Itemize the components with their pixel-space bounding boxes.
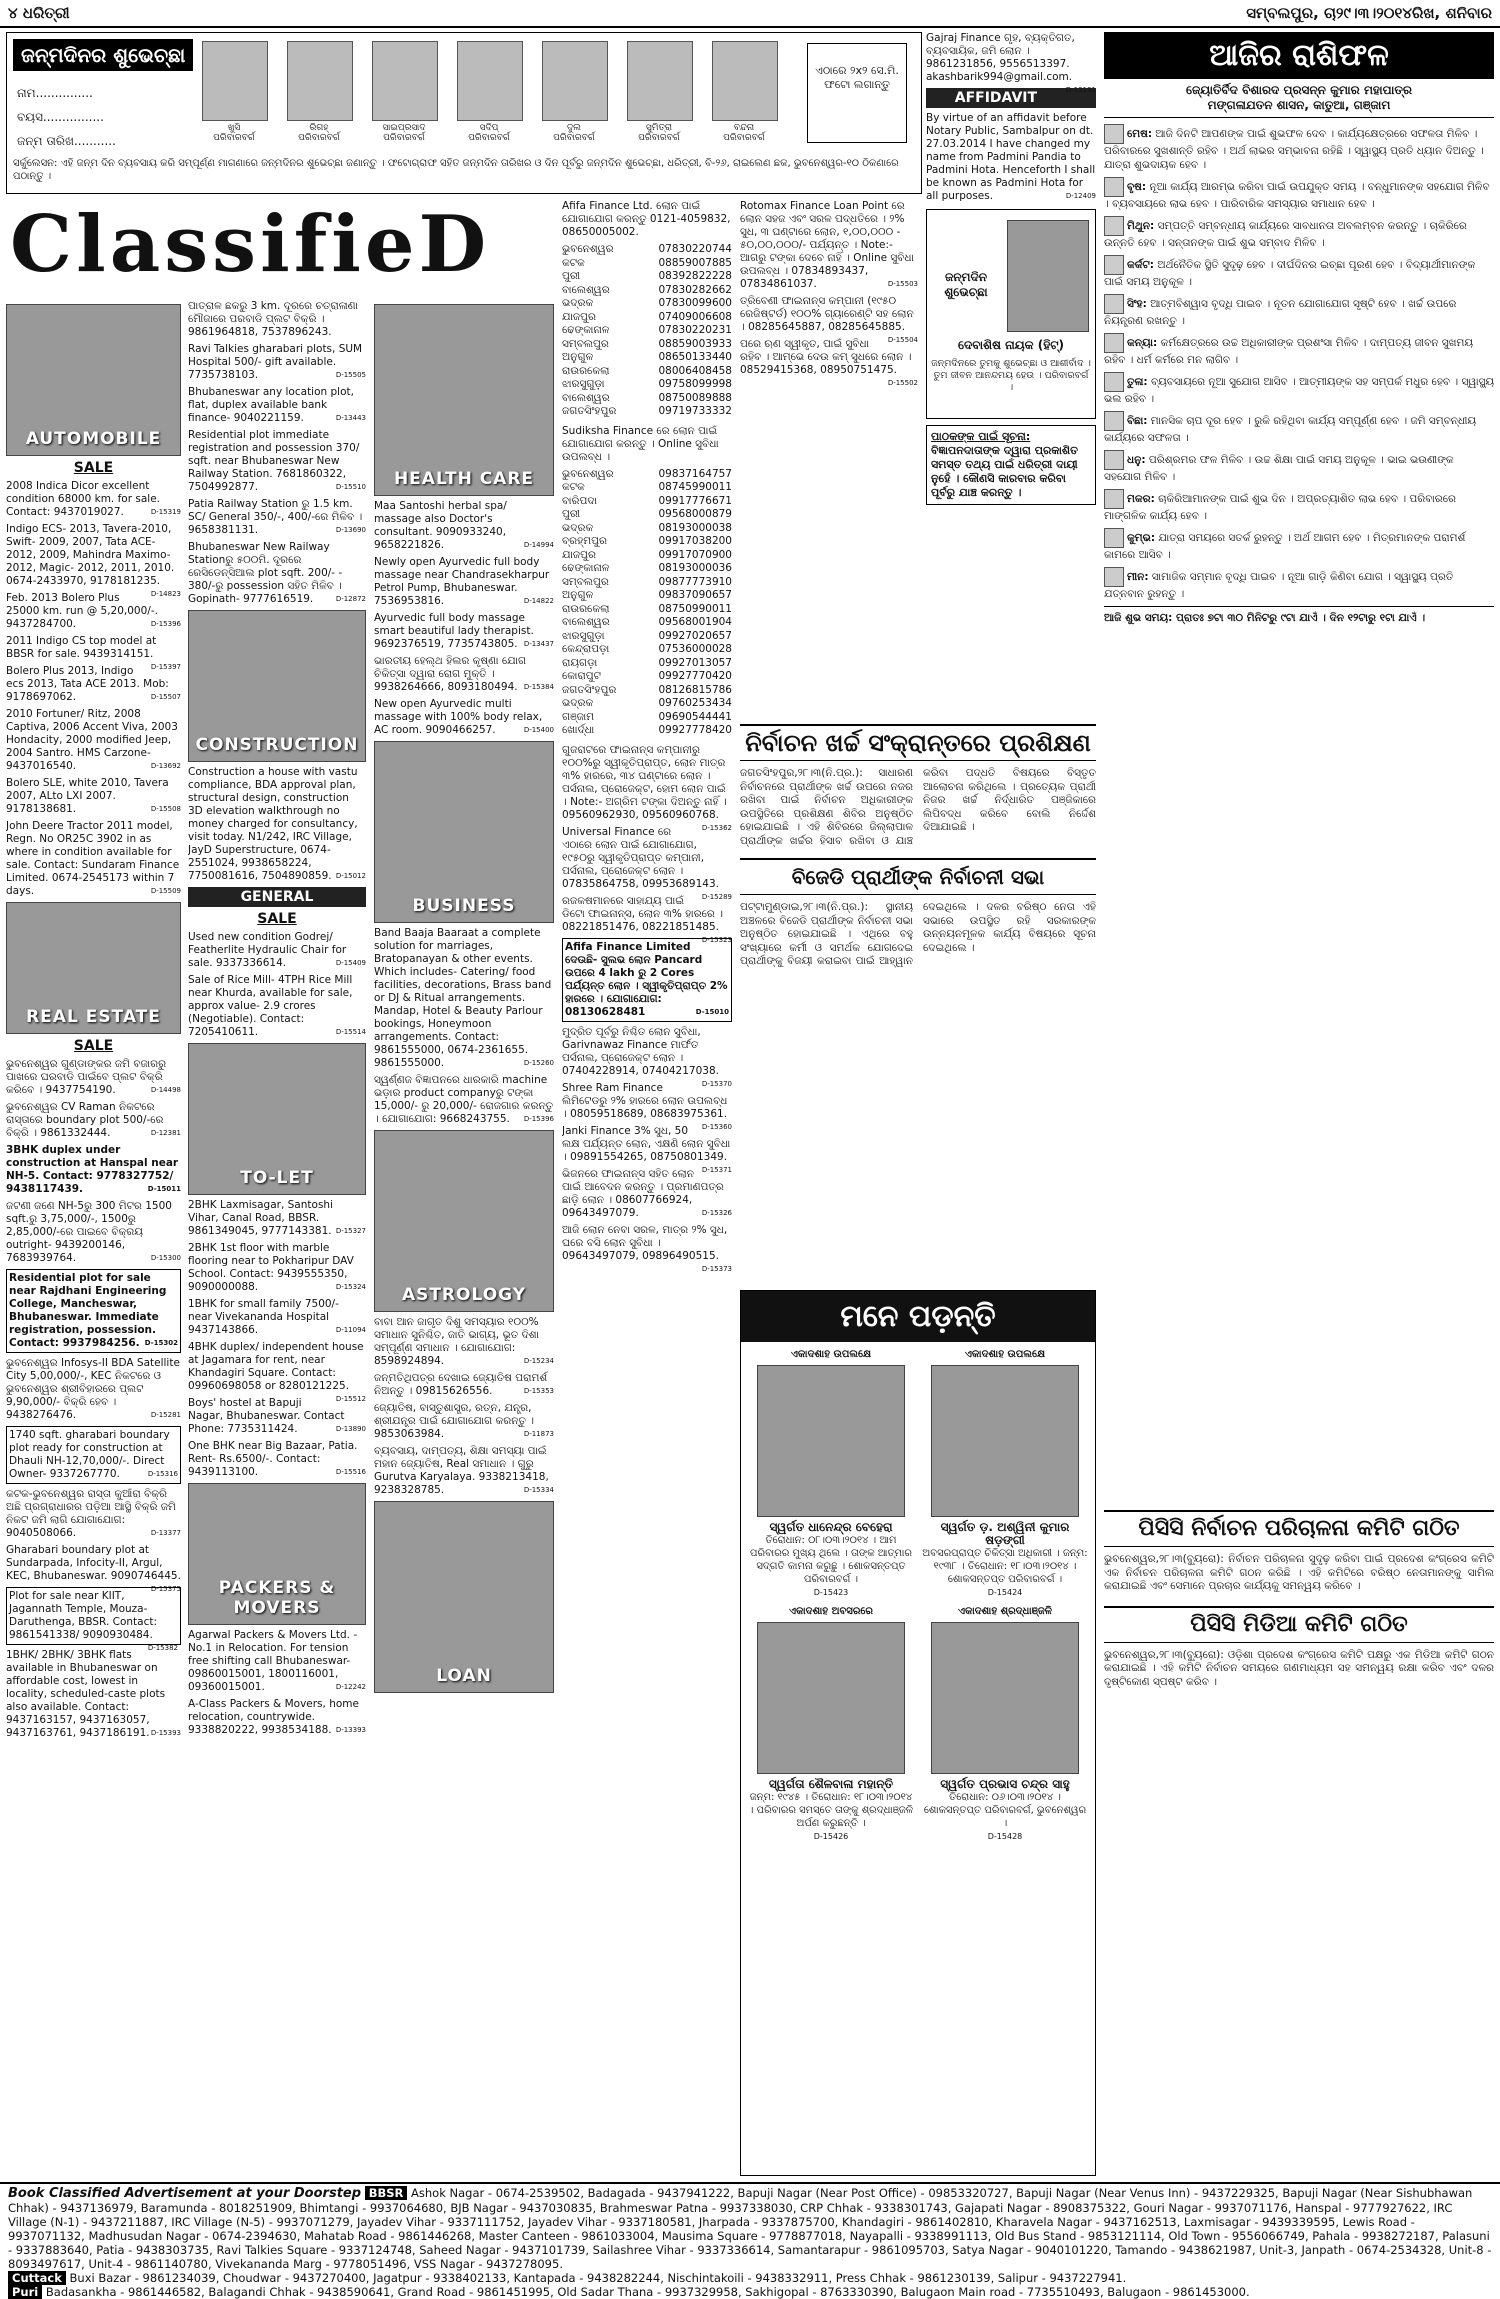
phone-row: ବାଲେଶ୍ୱର 09568001904	[562, 616, 732, 628]
phone-row: ଭୁବନେଶ୍ୱର 07830220744	[562, 243, 732, 255]
rasi-entry: କନ୍ୟା: କର୍ମକ୍ଷେତ୍ରରେ ଉଚ୍ଚ ଅଧିକାରୀଙ୍କ ପ୍ରଶଂସା ମିଳିବ । ଦାମ୍ପତ୍ୟ ଜୀବନ ସୁଖମୟ ରହିବ । ଧର୍ମ କର୍ମରେ ମନ ଲାଗିବ ।	[1104, 333, 1494, 367]
column-automobile-realestate	[6, 300, 181, 2176]
memorial-card: ଏକାଦଶାହ ଉପଲକ୍ଷେ ସ୍ୱର୍ଗତ ଡ଼. ଅଶ୍ୱିନୀ କୁମାର ଷଡ଼ଙ୍ଗୀ ଅବସରପ୍ରାପ୍ତ ଚିକିତ୍ସା ଅଧିକାରୀ । ଜନ୍ମ: ୧୯୩୮ । ତିରୋଧାନ: ୧୮।୦୩।୨୦୧୪ । ଶୋକସନ୍ତପ୍ତ ପରିବାରବର୍ଗ । D-15424	[922, 1349, 1088, 1597]
reader-notice	[926, 425, 1096, 505]
birthday-photo	[1007, 220, 1089, 332]
news-headline: ନିର୍ବାଚନ ଖର୍ଚ୍ଚ ସଂକ୍ରାନ୍ତରେ ପ୍ରଶିକ୍ଷଣ	[740, 724, 1096, 761]
classified-ad: John Deere Tractor 2011 model, Regn. No OR25C 3902 in as where in condition available for sale. Contact: Sundaram Finance Limited. 0674-2545173 within 7 days. D-15509	[6, 820, 181, 897]
phone-row: ବାଲେଶ୍ୱର 07830282662	[562, 283, 732, 296]
phone-row: ଢେଙ୍କାନାଳ 07830220231	[562, 324, 732, 336]
badge-cuttack: Cuttack	[8, 2271, 66, 2285]
child-photo	[712, 41, 778, 121]
rasi-entry: ତୁଳା: ବ୍ୟବସାୟରେ ନୂଆ ସୁଯୋଗ ଆସିବ । ଆତ୍ମୀୟଙ୍କ ସହ ସମ୍ପର୍କ ମଧୁର ହେବ । ସ୍ୱାସ୍ଥ୍ୟ ଭଲ ରହିବ ।	[1104, 372, 1494, 406]
realestate-sale-head: SALE	[73, 1038, 114, 1054]
classified-ad: Bhubaneswar New Railway Stationରୁ ୫୦୦ମି. ଦୂରରେ ରେସିଡେନ୍ସିଆଲ plot sqft. 200/- - 380/-ରୁ possession ସହିତ ମିଳିବ । Gopinath- 9777616519. D-12872	[188, 541, 366, 605]
rasi-entry: ଧନୁ: ପରିଶ୍ରମର ଫଳ ମିଳିବ । ଉଚ୍ଚ ଶିକ୍ଷା ପାଇଁ ସମୟ ଅନୁକୂଳ । ଭାଇ ଭଉଣୀଙ୍କ ସହଯୋଗ ମିଳିବ ।	[1104, 450, 1494, 484]
rasi-entry: ମକର: ଚାକିରିଆମାନଙ୍କ ପାଇଁ ଶୁଭ ଦିନ । ଅପ୍ରତ୍ୟାଶିତ ଲାଭ ହେବ । ପରିବାରରେ ମାଙ୍ଗଳିକ କାର୍ଯ୍ୟ ହେବ ।	[1104, 489, 1494, 523]
news-headline-2: ବିଜେଡି ପ୍ରାର୍ଥୀଙ୍କ ନିର୍ବାଚନୀ ସଭା	[740, 858, 1096, 895]
pcc-headline: ପିସିସି ନିର୍ବାଚନ ପରିଚାଳନା କମିଟି ଗଠିତ	[1104, 1510, 1494, 1547]
astrology-label: ASTROLOGY	[401, 1285, 527, 1305]
child-photo	[287, 41, 353, 121]
phone-row: ଭଦ୍ରକ 07830099600	[562, 297, 732, 309]
child-photo	[627, 41, 693, 121]
child-caption: ସଦିପ୍ ପରିବାରବର୍ଗ	[468, 123, 510, 143]
phone-row: ଢେଙ୍କାନାଳ 08193000036	[562, 562, 732, 574]
classified-ad: Bhubaneswar any location plot, flat, duplex available bank finance- 9040221159. D-13443	[188, 386, 366, 424]
zodiac-icon	[1104, 489, 1124, 509]
classified-ad: Sudiksha Finance ରେ ଲୋନ ପାଇଁ ଯୋଗାଯୋଗ କରନ୍ତୁ । Online ସୁବିଧା ଉପଲବ୍ଧ ।	[562, 424, 719, 463]
affidavit-text: By virtue of an affidavit before Notary Public, Sambalpur on dt. 27.03.2014 I have changed my name from Padmini Pandia to Padmini Hota. Henceforth I shall be known as Padmini Hota for all purposes. D-12409	[926, 112, 1096, 202]
business-label: BUSINESS	[412, 896, 516, 916]
badge-bbsr: BBSR	[365, 2186, 408, 2200]
classified-ad: ଭିଜନରେ ଫାଇନାନ୍ସ ସହିତ ଲୋନ ପାଇଁ ଆବେଦନ କରନ୍ତୁ । ପ୍ରମାଣପତ୍ର ଛାଡ଼ି ଲୋନ । 08607766924, 09643497079. D-15326	[562, 1167, 732, 1219]
phone-row: ଅନୁଗୁଳ 08650133440	[562, 351, 732, 363]
classified-ad: 2BHK 1st floor with marble flooring near to Pokharipur DAV School. Contact: 9439555350, 9090000088. D-15324	[188, 1242, 366, 1293]
classified-ad: Afifa Finance Ltd. ଲୋନ ପାଇଁ ଯୋଗାଯୋଗ କରନ୍ତୁ 0121-4059832, 08650005002.	[562, 200, 731, 238]
phone-row: ଯାଜପୁର 07409006608	[562, 310, 732, 323]
classified-ad: Janki Finance 3% ସୁଧ, 50 ଲକ୍ଷ ପର୍ଯ୍ୟନ୍ତ ଲୋନ, ଏକ୍ଷଣି ଲୋନ ସୁବିଧା । 09891554265, 08750801349. D-15371	[562, 1124, 732, 1174]
phone-row: ରାଉରକେଲା 08750990011	[562, 602, 732, 615]
memorial-title: ମନେ ପଡ଼ନ୍ତି	[741, 1291, 1095, 1342]
child-caption: ଦୁଲ ପରିବାରବର୍ଗ	[553, 123, 595, 143]
classified-ad: Afifa Finance Limited ଦେଉଛି- ସୁଲଭ ଲୋନ Pancard ଉପରେ 4 lakh ରୁ 2 Cores ପର୍ଯ୍ୟନ୍ତ ଲୋନ । ସ୍ୱୀକୃତିପ୍ରାପ୍ତ 2% ହାରରେ । ଯୋଗାଯୋଗ: 08130628481 D-15010	[562, 938, 732, 1022]
child-caption: ସାଇପ୍ରସାଦ ପରିବାରବର୍ଗ	[382, 123, 426, 143]
classified-ad: Agarwal Packers & Movers Ltd. - No.1 in Relocation. For tension free shifting call Bhubaneswar- 09860015001, 1800116001, 09360015001. D-12242	[188, 1629, 366, 1693]
affidavit-head: AFFIDAVIT	[926, 88, 1096, 108]
memorial-card: ଏକାଦଶାହ ଉପଲକ୍ଷେ ସ୍ୱର୍ଗତ ଧାନେନ୍ଦ୍ର ବେହେରା ତିରୋଧାନ: ୦୮।୦୩।୨୦୧୪ । ଆମ ପରିବାରର ମୁଖ୍ୟ ଥିଲେ । ତାଙ୍କ ଆତ୍ମାର ସଦ୍‌ଗତି କାମନା କରୁଛୁ । ଶୋକସନ୍ତପ୍ତ ପରିବାରବର୍ଗ । D-15423	[750, 1349, 912, 1597]
phone-row: ବାରିପଦା 09917776671	[562, 494, 732, 507]
phone-row: ବ୍ରହ୍ମପୁର 09917038200	[562, 535, 732, 547]
classified-ad: A-Class Packers & Movers, home relocation, countrywide. 9338820222, 9938534188. D-13393	[188, 1698, 366, 1736]
badge-puri: Puri	[8, 2285, 42, 2299]
birthday-notice: ସର୍କୁଲେସନ: ଏହି ଜନ୍ମ ଦିନ ବ୍ୟବସାୟ କରି ସମ୍ପୂର୍ଣ୍ଣ ମାଗଣାରେ ଜନ୍ମଦିନର ଶୁଭେଚ୍ଛା ଜଣାନ୍ତୁ । ଫଟୋଗ୍ରାଫ ସହିତ ଜନ୍ମଦିନ ତାରିଖର ଓ ଦିନ ପୂର୍ବରୁ ଜନ୍ମଦିନ ଶୁଭେଚ୍ଛା, ଧରିତ୍ରୀ, ବି-୨୬, ରାଇଲେଣ ଛକ, ଭୁବନେଶ୍ୱର-୧୦ ଠିକଣାରେ ପଠାନ୍ତୁ ।	[13, 158, 899, 182]
birthday-fields	[17, 81, 116, 153]
classified-ad: ଭୁବନେଶ୍ୱର Infosys-II BDA Satellite City 5,00,000/-, KEC ନିକଟରେ ଓ ଭୁବନେଶ୍ୱର ଶ୍ରୀବିହାରରେ ପ୍ଲଟ 9,90,000/- ବିକ୍ରି ହେବ । 9438276476. D-15281	[6, 1357, 181, 1421]
birthday-greeting-ad	[926, 209, 1096, 419]
phone-row: ବାଲେଶ୍ୱର 08750089888	[562, 391, 732, 404]
realestate-image	[6, 902, 181, 1034]
column-loans	[562, 200, 732, 2176]
memorial-photo	[757, 1622, 905, 1774]
rasi-entry: କୁମ୍ଭ: ଯାତ୍ରା ସମୟରେ ସତର୍କ ରୁହନ୍ତୁ । ଅର୍ଥ ଆଗମ ହେବ । ମିତ୍ରମାନଙ୍କ ପରାମର୍ଶ କାମରେ ଆସିବ ।	[1104, 528, 1494, 562]
phone-row: ଝାରସୁଗୁଡ଼ା 09927020657	[562, 629, 732, 642]
general-sale-head: SALE	[257, 911, 297, 927]
classified-ad: Ravi Talkies gharabari plots, SUM Hospital 500/- gift available. 7735738103. D-15505	[188, 343, 366, 381]
phone-row: ରାଉରକେଲା 08006408458	[562, 364, 732, 377]
classified-ad: ରଜକଷମାନରେ ସାହାଯ୍ୟ ପାଇଁ ଡିଟୋ ଫାଇନାନ୍ସ, ଲୋନ ୩% ହାରରେ । 08221851476, 08221851485. D-15323	[562, 894, 732, 944]
loan-label: LOAN	[436, 1666, 492, 1686]
classified-ad: ତ୍ରିବେଣୀ ଫାଇନାନ୍ସ କମ୍ପାନୀ (୧୯୫୦ ରେଜିଷ୍ଟର୍ଡ) ୧୦୦% ଗ୍ୟାରେଣ୍ଟି ସହ ଲୋନ । 08285645887, 08285645885. D-15504	[740, 295, 918, 344]
phone-row: ଝାରସୁଗୁଡ଼ା 09758099998	[562, 378, 732, 390]
phone-row: କେନ୍ଦ୍ରାପଡ଼ା 07536000028	[562, 643, 732, 655]
classified-ad: ଭୁବନେଶ୍ୱର CV Raman ନିକଟରେ ରାସ୍ତାରେ boundary plot 500/-ରେ ବିକ୍ରି । 9861332444. D-12381	[6, 1101, 181, 1139]
classified-ad: 2010 Fortuner/ Ritz, 2008 Captiva, 2006 Accent Viva, 2003 Hondacity, 2000 modified Jeep, 2004 Santro. HMS Carzone- 9437016540. D-13692	[6, 708, 181, 772]
phone-row: ରାୟଗଡ଼ା 09927013057	[562, 656, 732, 669]
birthday-person-name: ଦେବାଶିଷ ନାୟକ (ହିଟ୍)	[957, 338, 1065, 352]
classified-ad: 2008 Indica Dicor excellent condition 68000 km. for sale. Contact: 9437019027. D-15319	[6, 480, 181, 518]
classified-ad: ବ୍ୟବସାୟ, ଦାମ୍ପତ୍ୟ, ଶିକ୍ଷା ସମସ୍ୟା ପାଇଁ ମହାନ ଜ୍ୟୋତିଷ, Real ସମାଧାନ । ଗୁରୁ Gurutva Karyalaya. 9338213418, 9238328785. D-15334	[374, 1445, 554, 1496]
dateline: ସମ୍ବଲପୁର, ଚା୨୯।୩।୨୦୧୪ରିଖ, ଶନିବାର	[1246, 4, 1492, 22]
classified-ad: ଜ୍ୟୋତିଷ, ବାସ୍ତୁଶାସ୍ତ୍ର, ରତ୍ନ, ଯନ୍ତ୍ର, ଶ୍ରୀଯନ୍ତ୍ର ପାଇଁ ଯୋଗାଯୋଗ କରନ୍ତୁ । 9853063984. D-11873	[374, 1402, 554, 1440]
classified-ad: 1BHK for small family 7500/- near Vivekananda Hospital 9437143866. D-11094	[188, 1298, 366, 1336]
column-health-business	[374, 300, 554, 2176]
zodiac-icon	[1104, 567, 1124, 587]
phone-row: ଭଦ୍ରକ 08193000038	[562, 521, 732, 534]
automobile-image	[6, 304, 181, 456]
zodiac-icon	[1104, 411, 1124, 431]
classified-ad: Sale of Rice Mill- 4TPH Rice Mill near Khurda, available for sale, approx value- 2.9 crores (Negotiable). Contact: 7205410611. D-15514	[188, 974, 366, 1038]
tolet-image	[188, 1043, 366, 1195]
news-body: ଜଗତସିଂହପୁର,୨୮।୩(ନି.ପ୍ର.): ସାଧାରଣ ନିର୍ବାଚନରେ ପ୍ରାର୍ଥୀଙ୍କ ଖର୍ଚ୍ଚ ଉପରେ ନଜର ରଖିବା ପାଇଁ ନିର୍ବାଚନ ଅଧିକାରୀଙ୍କ ଉପସ୍ଥିତିରେ ପ୍ରଶିକ୍ଷଣ ଶିବିର ଅନୁଷ୍ଠିତ ହୋଇଯାଇଛି । ଏହି ଶିବିରରେ ଜିଲ୍ଲାପାଳ ପ୍ରାର୍ଥୀଙ୍କ ଖର୍ଚ୍ଚର ହିସାବ ରଖିବା ଓ ଯାଞ୍ଚ କରିବା ପଦ୍ଧତି ବିଷୟରେ ବିସ୍ତୃତ ଆଲୋଚନା କରିଥିଲେ । ପ୍ରତ୍ୟେକ ପ୍ରାର୍ଥୀ ନିଜର ଖର୍ଚ୍ଚ ନିର୍ଦ୍ଧାରିତ ପଞ୍ଜିକାରେ ଲିପିବଦ୍ଧ କରିବେ ବୋଲି ନିର୍ଦ୍ଦେଶ ଦିଆଯାଇଛି ।	[740, 767, 1096, 847]
rasiphal-subtitle2: ମଙ୍ଗଳାଯତନ ଶାସନ, କାତୁଆ, ଗଞ୍ଜାମ	[1104, 98, 1494, 118]
tolet-label: TO-LET	[240, 1168, 314, 1188]
classified-ad: ଗୁଜରାଟରେ ଫାଇନାନ୍ସ କମ୍ପାନୀରୁ ୧୦୦%ରୁ ସ୍ୱୀକୃତିପ୍ରାପ୍ତ, ଲୋନ ମାତ୍ର ୩% ହାରରେ, ୩୪ ଘଣ୍ଟାରେ ଲୋନ । ପର୍ସନାଲ, ପ୍ରୋଜେକ୍ଟ, ହୋମ ଲୋନ ପାଇଁ । Note:- ଅଗ୍ରିମ ଟଙ୍କା ଦିଅନ୍ତୁ ନାହିଁ । 09560962930, 09560960768. D-15362	[562, 743, 732, 832]
pcc-body: ଭୁବନେଶ୍ୱର,୨୮।୩(ବ୍ୟୁରୋ): ନିର୍ବାଚନ ପରିଚାଳନା ସୁଦୃଢ଼ କରିବା ପାଇଁ ପ୍ରଦେଶ କଂଗ୍ରେସ କମିଟି ଏକ ନିର୍ବାଚନ ପରିଚାଳନା କମିଟି ଗଠନ କରିଛି । ଏହି କମିଟିରେ ବରିଷ୍ଠ ନେତାମାନଙ୍କୁ ସାମିଲ କରାଯାଇଛି ଏବଂ ସେମାନେ ପ୍ରଚାର କାର୍ଯ୍ୟକୁ ସମନ୍ୱୟ କରିବେ ।	[1104, 1553, 1494, 1592]
child-photo	[202, 41, 268, 121]
classified-ad: Maa Santoshi herbal spa/ massage also Doctor's consultant. 9090933240, 9658221826. D-14994	[374, 500, 554, 551]
construction-label: CONSTRUCTION	[195, 735, 359, 755]
zodiac-icon	[1104, 333, 1124, 353]
classified-ad: Bolero SLE, white 2010, Tavera 2007, ALto LXI 2007. 9178138681. D-15508	[6, 777, 181, 815]
classified-ad: Universal Finance ରେ ଏଠାରେ ଲୋନ ପାଇଁ ଯୋଗାଯୋଗ, ୧୯୫୦ରୁ ସ୍ୱୀକୃତିପ୍ରାପ୍ତ କମ୍ପାନୀ, ପର୍ସନାଲ, ପ୍ରୋଜେକ୍ଟ ଲୋନ । 07835864758, 09953689143. D-15289	[562, 825, 732, 901]
classified-ad: New open Ayurvedic multi massage with 100% body relax, AC room. 9090466257. D-15400	[374, 698, 554, 736]
rasiphal-footer: ଆଜି ଶୁଭ ସମୟ: ପ୍ରାତଃ ୭ଟା ୩୦ ମିନିଟରୁ ୯ଟା ଯାଏଁ । ଦିନ ୧୨ଟାରୁ ୧ଟା ଯାଏଁ ।	[1104, 606, 1494, 625]
rasiphal-column	[1104, 32, 1494, 1504]
classified-ad: Gharabari boundary plot at Sundarpada, Infocity-II, Argul, KEC, Bhubaneswar. 9090746445. D-15375	[6, 1544, 181, 1593]
rasi-entry: ସିଂହ: ଆତ୍ମବିଶ୍ୱାସ ବୃଦ୍ଧି ପାଇବ । ନୂତନ ଯୋଗାଯୋଗ ସୃଷ୍ଟି ହେବ । ଖର୍ଚ୍ଚ ଉପରେ ନିୟନ୍ତ୍ରଣ ରଖନ୍ତୁ ।	[1104, 294, 1494, 328]
zodiac-icon	[1104, 216, 1124, 236]
child-photo	[457, 41, 523, 121]
automobile-label: AUTOMOBILE	[25, 429, 162, 449]
classified-ad: Shree Ram Finance ଲିମିଟେଡରୁ ୨% ହାରରେ ଲୋନ ଉପଲବ୍ଧ । 08059518689, 08683975361. D-15360	[562, 1081, 732, 1131]
reader-notice-title: ପାଠକଙ୍କ ପାଇଁ ସୂଚନା:	[931, 430, 1031, 443]
field-dob: ଜନ୍ମ ତାରିଖ...........	[17, 134, 116, 148]
classified-ad: Patia Railway Station ରୁ 1.5 km. SC/ General 350/-, 400/-ରେ ମିଳିବ । 9658381131. D-13690	[188, 498, 366, 536]
classified-ad: 4BHK duplex/ independent house at Jagamara for rent, near Khandagiri Square. Contact: 09960698058 or 8280121225. D-15512	[188, 1341, 366, 1403]
classified-ad: ବାବା ଆନ ଜାଗୃତ ଦିଶୁ ସମସ୍ୟାର ୧୦୦% ସମାଧାନ ସୁନିଶ୍ଚିତ, ଜାତି ଭାଗ୍ୟ, ଭୂତ ଦିଶା ସମ୍ପୂର୍ଣ୍ଣ ସମାଧାନ । ଯୋଗାଯୋଗ: 8598924894. D-15234	[374, 1316, 554, 1367]
election-news	[740, 724, 1096, 1284]
zodiac-icon	[1104, 124, 1124, 144]
rasiphal-subtitle: ଜ୍ୟୋତିର୍ବିଦ ବିଶାରଦ ପ୍ରସନ୍ନ କୁମାର ମହାପାତ୍ର	[1185, 83, 1413, 97]
phone-row: ଭୁବନେଶ୍ୱର 09837164757	[562, 467, 732, 480]
rasi-entry: ମୀନ: ସାମାଜିକ ସମ୍ମାନ ବୃଦ୍ଧି ପାଇବ । ନୂଆ ଗାଡ଼ି କିଣିବା ଯୋଗ । ସ୍ୱାସ୍ଥ୍ୟ ପ୍ରତି ଯତ୍ନବାନ ରୁହନ୍ତୁ ।	[1104, 567, 1494, 601]
healthcare-label: HEALTH CARE	[393, 469, 535, 489]
column-rotomax	[740, 200, 918, 720]
footer-cuttack-list: Buxi Bazar - 9861234039, Choudwar - 9437270400, Jagatpur - 9338402133, Kantapada - 9438282244, Nischintakoili - 9438332911, Press Chhak - 9861230139, Salipur - 9437227941.	[69, 2271, 1127, 2285]
field-age: ବୟସ................	[17, 110, 104, 124]
loan-phone-table-2	[562, 468, 732, 738]
classified-ad: ଭୁବନେଶ୍ୱର ଗୁଣ୍ଡାଙ୍କର ଜମି ବଜାରରୁ ପାଖରେ ଘରବାଡି ପାଇଁବେ ପ୍ଲଟ ବିକ୍ରି କରିବେ । 9437754190. D-14498	[6, 1058, 181, 1096]
classified-ad: 1740 sqft. gharabari boundary plot ready for construction at Dhauli NH-12,70,000/-. Direct Owner- 9337267770. D-15316	[6, 1426, 181, 1484]
classified-ad: Ayurvedic full body massage smart beautiful lady therapist. 9692376519, 7735743805. D-13437	[374, 612, 554, 650]
classified-ad: Feb. 2013 Bolero Plus 25000 km. run @ 5,20,000/-. 9437284700. D-15396	[6, 592, 181, 630]
child-caption: ସୁମିତ୍ରା ପରିବାରବର୍ଗ	[638, 123, 680, 143]
classified-ad: Indigo ECS- 2013, Tavera-2010, Swift- 2009, 2007, Tata ACE- 2012, 2009, Mahindra Maximo- 2012, Magic- 2012, 2011, 2010. 0674-2433970, 9178181235. D-14823	[6, 523, 181, 598]
column-affidavit	[926, 32, 1096, 720]
phone-row: ସମ୍ବଲପୁର 09877773910	[562, 575, 732, 588]
zodiac-icon	[1104, 255, 1124, 275]
healthcare-image	[374, 304, 554, 496]
classified-ad: Bolero Plus 2013, Indigo ecs 2013, Tata ACE 2013. Mob: 9178697062. D-15507	[6, 665, 181, 703]
page-header	[0, 0, 1500, 28]
phone-row: ସମ୍ବଲପୁର 08859003933	[562, 337, 732, 350]
phone-row: ପୁରୀ 09568000879	[562, 508, 732, 520]
packers-image	[188, 1483, 366, 1625]
classified-ad: Plot for sale near KIIT, Jagannath Temple, Mouza-Daruthenga, BBSR. Contact: 9861541338/ 9090930484. D-15382	[6, 1587, 181, 1645]
classified-ad: Band Baaja Baaraat a complete solution for marriages, Bratopanayan & other events. Which includes- Catering/ food facilities, decorations, Brass band or DJ & Ritual arrangements. Mandap, Hotel & Beauty Parlour bookings, Honeymoon arrangements. Contact: 9861555000, 0674-2361655. 9861555000. D-15260	[374, 927, 554, 1069]
classified-ad: ଭାରତୀୟ ହେଲ୍ଥ ହିଲର କୃଷ୍ଣା ଯୋଗ ଚିକିତ୍ସା ଦ୍ୱାରା ରୋଗ ମୁକ୍ତି । 9938264666, 8093180494. D-15384	[374, 655, 554, 693]
zodiac-icon	[1104, 177, 1124, 197]
child-photo	[372, 41, 438, 121]
birthday-box	[6, 32, 922, 194]
general-head: GENERAL	[188, 887, 366, 907]
classified-ad: Boys' hostel at Bapuji Nagar, Bhubaneswar. Contact Phone: 7735311424. D-13890	[188, 1397, 366, 1435]
pcc-news	[1104, 1510, 1494, 2176]
classified-ad: One BHK near Big Bazaar, Patia. Rent- Rs.6500/-. Contact: 9439113100. D-15516	[188, 1440, 366, 1478]
zodiac-icon	[1104, 372, 1124, 392]
zodiac-icon	[1104, 294, 1124, 314]
classified-ad: Gajraj Finance ଗୃହ, ବ୍ୟକ୍ତିଗତ, ବ୍ୟବସାୟିକ, ଜମି ଲୋନ । 9861231856, 9556513397. akashbarik994@gmail.com. D-13191	[926, 32, 1096, 94]
news-body-2: ପଟ୍ଟାମୁଣ୍ଡାଇ,୨୮।୩(ନି.ପ୍ର.): ସ୍ଥାନୀୟ ଅଞ୍ଚଳରେ ବିଜେଡି ପ୍ରାର୍ଥୀଙ୍କ ନିର୍ବାଚନୀ ସଭା ଅନୁଷ୍ଠିତ ହୋଇଯାଇଛି । ଏଥିରେ ବହୁ ସଂଖ୍ୟାରେ କର୍ମୀ ଓ ସମର୍ଥକ ଯୋଗଦେଇ ପ୍ରାର୍ଥୀଙ୍କୁ ବିଜୟୀ କରାଇବା ପାଇଁ ଆହ୍ୱାନ ଦେଇଥିଲେ । ଦଳର ବରିଷ୍ଠ ନେତା ଏହି ସଭାରେ ଉପସ୍ଥିତ ରହି ସରକାରଙ୍କ ଉନ୍ନୟନମୂଳକ କାର୍ଯ୍ୟ ବିଷୟରେ ସୂଚନା ଦେଇଥିଲେ ।	[740, 901, 1096, 967]
memorial-photo	[757, 1365, 905, 1517]
classified-title: ClassifieD	[10, 199, 491, 290]
classified-ad: ଜଟଣୀ ଜଣେ NH-5ରୁ 300 ମିଟର 1500 sqft.ରୁ 3,75,000/-, 1500ରୁ 2,85,000/-ରେ ପାଇବେ ବିକ୍ରୟ outright- 9439200146, 7683939764. D-15300	[6, 1200, 181, 1264]
zodiac-icon	[1104, 528, 1124, 548]
classified-ad: Residential plot immediate registration and possession 370/ sqft. near Bhubaneswar New Railway Station. 7681860322, 7504992877. D-15510	[188, 429, 366, 493]
child-photo	[542, 41, 608, 121]
page-number: ୪ ଧରିତ୍ରୀ	[8, 4, 70, 22]
rasi-entry: ମିଥୁନ: ସମ୍ପତ୍ତି ସମ୍ବନ୍ଧୀୟ କାର୍ଯ୍ୟରେ ସାବଧାନତା ଅବଲମ୍ବନ କରନ୍ତୁ । ଚାକିରିରେ ଉନ୍ନତି ହେବ । ସନ୍ତାନଙ୍କ ପାଇଁ ଶୁଭ ସମ୍ବାଦ ମିଳିବ ।	[1104, 216, 1494, 250]
classified-ad: Used new condition Godrej/ Featherlite Hydraulic Chair for sale. 9337336614. D-15409	[188, 931, 366, 969]
rasi-entry: କର୍କଟ: ଅର୍ଥନୈତିକ ସ୍ଥିତି ସୁଦୃଢ଼ ହେବ । ଦୀର୍ଘଦିନର ଇଚ୍ଛା ପୂରଣ ହେବ । ବିଦ୍ୟାର୍ଥୀମାନଙ୍କ ପାଇଁ ସମୟ ଅନୁକୂଳ ।	[1104, 255, 1494, 289]
classified-ad: ଜନ୍ମତିଥିପତ୍ର ଦେଖାଇ ଜ୍ୟୋତିଷ ପରାମର୍ଶ ନିଅନ୍ତୁ । 09815626556. D-15353	[374, 1372, 554, 1397]
memorial-card: ଏକାଦଶାହ ଅବସରରେ ସ୍ୱର୍ଗତା ଶୈଳବାଳା ମହାନ୍ତି ଜନ୍ମ: ୧୯୪୫ । ତିରୋଧାନ: ୧୮।୦୩।୨୦୧୪ । ପରିବାରର ସମସ୍ତେ ତାଙ୍କୁ ଶ୍ରଦ୍ଧାଞ୍ଜଳି ଅର୍ପଣ କରୁଛନ୍ତି । D-15426	[748, 1606, 914, 1841]
child-caption: ବନ୍ଦନା ପରିବାରବର୍ଗ	[723, 123, 765, 143]
child-caption: ରିଗହ୍ ପରିବାରବର୍ଗ	[298, 123, 340, 143]
phone-row: କଟକ 08859007885	[562, 256, 732, 269]
classified-ad: ଆଜି ଲୋନ ନେବା ସରଳ, ମାତ୍ର ୨% ସୁଧ, ଘରେ ବସି ଲୋନ ସୁବିଧା । 09643497079, 09896490515. D-15373	[562, 1223, 732, 1273]
birthday-message: ଜନ୍ମଦିନରେ ତୁମକୁ ଶୁଭେଚ୍ଛା ଓ ଆଶୀର୍ବାଦ । ତୁମ ଜୀବନ ଆନନ୍ଦମୟ ହେଉ । ପରିବାରବର୍ଗ ।	[931, 358, 1091, 393]
phone-row: କୋରାପୁଟ 09927770420	[562, 670, 732, 682]
rasiphal-title: ଆଜିର ରାଶିଫଳ	[1104, 32, 1494, 79]
business-image	[374, 741, 554, 923]
classified-ad: ପାତ୍ରାଳ ଛକରୁ 3 km. ଦୂରରେ ଚତ୍ରାଳାଣା ମୌଜାରେ ପରବାଡି ପ୍ଲଟ ବିକ୍ରି । 9861964818, 7537896243.	[188, 300, 359, 338]
phone-row: ଭଦ୍ରକ 09760253434	[562, 697, 732, 709]
rasi-entry: ବୃଷ: ନୂଆ କାର୍ଯ୍ୟ ଆରମ୍ଭ କରିବା ପାଇଁ ଉପଯୁକ୍ତ ସମୟ । ବନ୍ଧୁମାନଙ୍କ ସହଯୋଗ ମିଳିବ । ବ୍ୟବସାୟରେ ଲାଭ ହେବ । ପାରିବାରିକ ସମସ୍ୟାର ସମାଧାନ ହେବ ।	[1104, 177, 1494, 211]
memorial-photo	[931, 1365, 1079, 1517]
classified-ad: Rotomax Finance Loan Point ରେ ଲୋନ ସହଜ ଏବଂ ସରଳ ପଦ୍ଧତିରେ । ୨% ସୁଧ, ୩ ଘଣ୍ଟାରେ ଲୋନ, ୧,୦୦,୦୦୦ - ୫୦,୦୦,୦୦୦/- ପର୍ଯ୍ୟନ୍ତ । Note:- ଆଗରୁ ଟଙ୍କା ଦେବେ ନାହିଁ । Online ସୁବିଧା ଉପଲବ୍ଧ । 07834893437, 07834861037. D-15503	[740, 200, 918, 290]
classified-ad: 1BHK/ 2BHK/ 3BHK flats available in Bhubaneswar on affordable cost, lowest in locality, scheduled-caste plots also available. Contact: 9437163157, 9437163057, 9437163761, 9437186191. D-15393	[6, 1649, 181, 1739]
phone-row: ପୁରୀ 08392822228	[562, 270, 732, 282]
realestate-label: REAL ESTATE	[26, 1007, 161, 1027]
footer-puri-list: Badasankha - 9861446582, Balagandi Chhak - 9438590641, Grand Road - 9861451995, Old Sadar Thana - 9937329958, Sakhigopal - 8763330390, Balugaon Main road - 7735510493, Balugaon - 9861453000.	[45, 2285, 1250, 2299]
memorial-photo	[931, 1622, 1079, 1774]
reader-notice-text: ବିଜ୍ଞାପନଦାତାଙ୍କ ଦ୍ୱାରା ପ୍ରକାଶିତ ସମସ୍ତ ତଥ୍ୟ ପାଇଁ ଧରିତ୍ରୀ ଦାୟୀ ନୁହେଁ । କୌଣସି କାରବାର କରିବା ପୂର୍ବରୁ ଯାଞ୍ଚ କରନ୍ତୁ ।	[931, 444, 1078, 499]
footer-title: Book Classified Advertisement at your Doorstep	[8, 2186, 362, 2201]
rasi-entry: ବିଛା: ମାନସିକ ଚାପ ଦୂର ହେବ । ରୁକି ରହିଥିବା କାର୍ଯ୍ୟ ସମ୍ପୂର୍ଣ୍ଣ ହେବ । ଜମି ସମ୍ବନ୍ଧୀୟ କାର୍ଯ୍ୟରେ ସଫଳତା ।	[1104, 411, 1494, 445]
classified-booking-footer	[0, 2182, 1500, 2299]
construction-image	[188, 610, 366, 762]
rasi-entry: ମେଷ: ଆଜି ଦିନଟି ଆପଣଙ୍କ ପାଇଁ ଶୁଭଫଳ ଦେବ । କାର୍ଯ୍ୟକ୍ଷେତ୍ରରେ ସଫଳତା ମିଳିବ । ପରିବାରରେ ସୁଖଶାନ୍ତି ରହିବ । ଅର୍ଥ ଲାଭର ସମ୍ଭାବନା ରହିଛି । ସ୍ୱାସ୍ଥ୍ୟ ପ୍ରତି ଧ୍ୟାନ ଦିଅନ୍ତୁ । ଯାତ୍ରା ଶୁଭଦାୟକ ହେବ ।	[1104, 124, 1494, 172]
phone-row: କଟକ 08745990011	[562, 481, 732, 493]
loan-image	[374, 1501, 554, 1693]
zodiac-icon	[1104, 450, 1124, 470]
classified-ad: 3BHK duplex under construction at Hanspal near NH-5. Contact: 9778327752/ 9438117439. D-15011	[6, 1144, 181, 1195]
column-general-tolet	[188, 300, 366, 2176]
birthday-title: ଜନ୍ମଦିନର ଶୁଭେଚ୍ଛା	[13, 39, 193, 71]
classified-ad: କଟକ-ଭୁବନେଶ୍ୱର ରାସ୍ତା କୁଆଁରା ବିକ୍ରି ଅଛି ପ୍ରଗ୍ରାଧାରର ପଡ଼ିଆ ଆସ୍ଥି ବିକ୍ରି ଜମି ନିକଟ ଜମି ଲାଗି ଯୋଗାଯୋଗ: 9040508066. D-13377	[6, 1488, 181, 1539]
astrology-image	[374, 1130, 554, 1312]
classified-ad: Newly open Ayurvedic full body massage near Chandrasekharpur Petrol Pump, Bhubaneswar. 7536953816. D-14822	[374, 556, 554, 607]
phone-row: ଜଗତସିଂହପୁର 09719733332	[562, 405, 732, 417]
phone-row: ଅନୁଗୁଳ 09837090657	[562, 589, 732, 601]
classified-ad: ସ୍ୱର୍ଣ୍ଣଜ ବିଜ୍ଞାପନରେ ଧାରକାରି machine ଭଡ଼ାର product companyରୁ ଟଙ୍କା 15,000/- ରୁ 20,000/- ରୋଜଗାର କରନ୍ତୁ । ଯୋଗାଯୋଗ: 9668243755. D-15396	[374, 1074, 554, 1125]
birthday-label: ଜନ୍ମଦିନ ଶୁଭେଚ୍ଛା	[944, 270, 988, 299]
child-caption: ଖୁସି ପରିବାରବର୍ଗ	[213, 123, 255, 143]
phone-row: ଜଗତସିଂହପୁର 08126815786	[562, 683, 732, 696]
classified-ad: 2BHK Laxmisagar, Santoshi Vihar, Canal Road, BBSR. 9861349045, 9777143381. D-15327	[188, 1199, 366, 1237]
pcc-body-2: ଭୁବନେଶ୍ୱର,୨୮।୩(ବ୍ୟୁରୋ): ଓଡ଼ିଶା ପ୍ରଦେଶ କଂଗ୍ରେସ କମିଟି ପକ୍ଷରୁ ଏକ ମିଡିଆ କମିଟି ଗଠନ କରାଯାଇଛି । ଏହି କମିଟି ନିର୍ବାଚନ ସମୟରେ ଗଣମାଧ୍ୟମ ସହ ସମନ୍ୱୟ ରକ୍ଷା କରିବ ଏବଂ ଦଳର ଦୃଷ୍ଟିକୋଣ ସ୍ପଷ୍ଟ କରିବ ।	[1104, 1648, 1494, 1688]
packers-label: PACKERS & MOVERS	[218, 1578, 336, 1618]
phone-row: ଯାଜପୁର 09917070900	[562, 548, 732, 561]
automobile-sale-head: SALE	[73, 460, 114, 476]
classified-ad: Construction a house with vastu compliance, BDA approval plan, structural design, construction 3D elevation walkthrough no money charged for consultancy, visit today. N1/242, IRC Village, JayD Superstructure, 0674-2551024, 9938658224, 7750081616, 7504890859. D-15012	[188, 766, 366, 882]
pcc-headline-2: ପିସିସି ମିଡିଆ କମିଟି ଗଠିତ	[1104, 1606, 1494, 1643]
phone-row: ଖୋର୍ଦ୍ଧା 09927778420	[562, 724, 732, 736]
photo-placeholder: ଏଠାରେ ୨x୨ ସେ.ମି. ଫଟୋ ଲଗାନ୍ତୁ	[807, 43, 907, 143]
phone-row: ଗଞ୍ଜାମ 09690544441	[562, 710, 732, 723]
classified-ad: ପରେ ଋଣ ସ୍ୱୀକୃତ, ପାଇଁ ସୁବିଧା ରହିବ । ଆମ୍ଭେ ଦେଉ କମ୍ ସୁଧରେ ଲୋନ । 08529415368, 08950751475. D-15502	[740, 338, 918, 387]
field-name: ନାମ...............	[17, 86, 93, 100]
footer-bbsr-list: Ashok Nagar - 0674-2539502, Badagada - 9437941222, Bapuji Nagar (Near Post Office) - 09853320727, Bapuji Nagar (Near Venus Inn) - 9437229325, Bapuji Nagar (Near Sishubhawan Chhak) - 9437136979, Baramunda - 8018251909, Bhimtangi - 9937064680, BJB Nagar - 9437030835, Brahmeswar Patna - 9937338030, CRP Chhak - 9338301743, Gajapati Nagar - 8908375322, Gouri Nagar - 9937071176, Hanspal - 9777927622, IRC Village (N-1) - 9437211887, IRC Village (N-5) - 9937071279, Jayadev Vihar - 9337111752, Jayadev Vihar - 9337180581, Jharpada - 9337875700, Khandagiri - 9861402810, Kharavela Nagar - 9437162513, Laxmisagar - 9439339595, Lewis Road - 9937071132, Madhusudan Nagar - 0674-2394630, Mahatab Road - 9861446268, Master Canteen - 9861033004, Mausima Square - 9778877018, Nayapalli - 9338991113, Old Bus Stand - 9853121114, Old Town - 9556066749, Pahala - 9938272187, Palasuni - 9337883640, Patia - 9438303735, Ravi Talkies Square - 9337124748, Saheed Nagar - 9437101739, Sailashree Vihar - 9337336614, Samantarapur - 9861095703, Satya Nagar - 9040101220, Tamando - 9438621987, Unit-3, Janpath - 0674-2534328, Unit-8 - 8093497617, Unit-4 - 9861140780, Vivekananda Marg - 9778051496, VSS Nagar - 9437278095.	[8, 2186, 1492, 2271]
classified-ad: ମୁଦ୍ରିତ ପୂର୍ବରୁ ନିଶ୍ଚିତ ଲୋନ ସୁବିଧା, Garivnawaz Finance ମାର୍ଫତ ପର୍ସନାଲ, ପ୍ରୋଜେକ୍ଟ ଲୋନ । 07404228914, 07404217038. D-15370	[562, 1025, 732, 1088]
memorial-card: ଏକାଦଶାହ ଶ୍ରଦ୍ଧାଞ୍ଜଳି ସ୍ୱର୍ଗତ ପ୍ରଭାସ ଚନ୍ଦ୍ର ସାହୁ ତିରୋଧାନ: ୦୬।୦୩।୨୦୧୪ । ଶୋକସନ୍ତପ୍ତ ପରିବାରବର୍ଗ, ଭୁବନେଶ୍ୱର । D-15428	[923, 1606, 1087, 1841]
classified-ad: 2011 Indigo CS top model at BBSR for sale. 9439314151. D-15397	[6, 635, 181, 671]
loan-phone-table	[562, 243, 732, 419]
classified-ad: Residential plot for sale near Rajdhani Engineering College, Mancheswar, Bhubaneswar. Immediate registration, possession. Contact: 9937984256. D-15302	[6, 1269, 181, 1353]
memorial-section	[740, 1290, 1096, 2176]
